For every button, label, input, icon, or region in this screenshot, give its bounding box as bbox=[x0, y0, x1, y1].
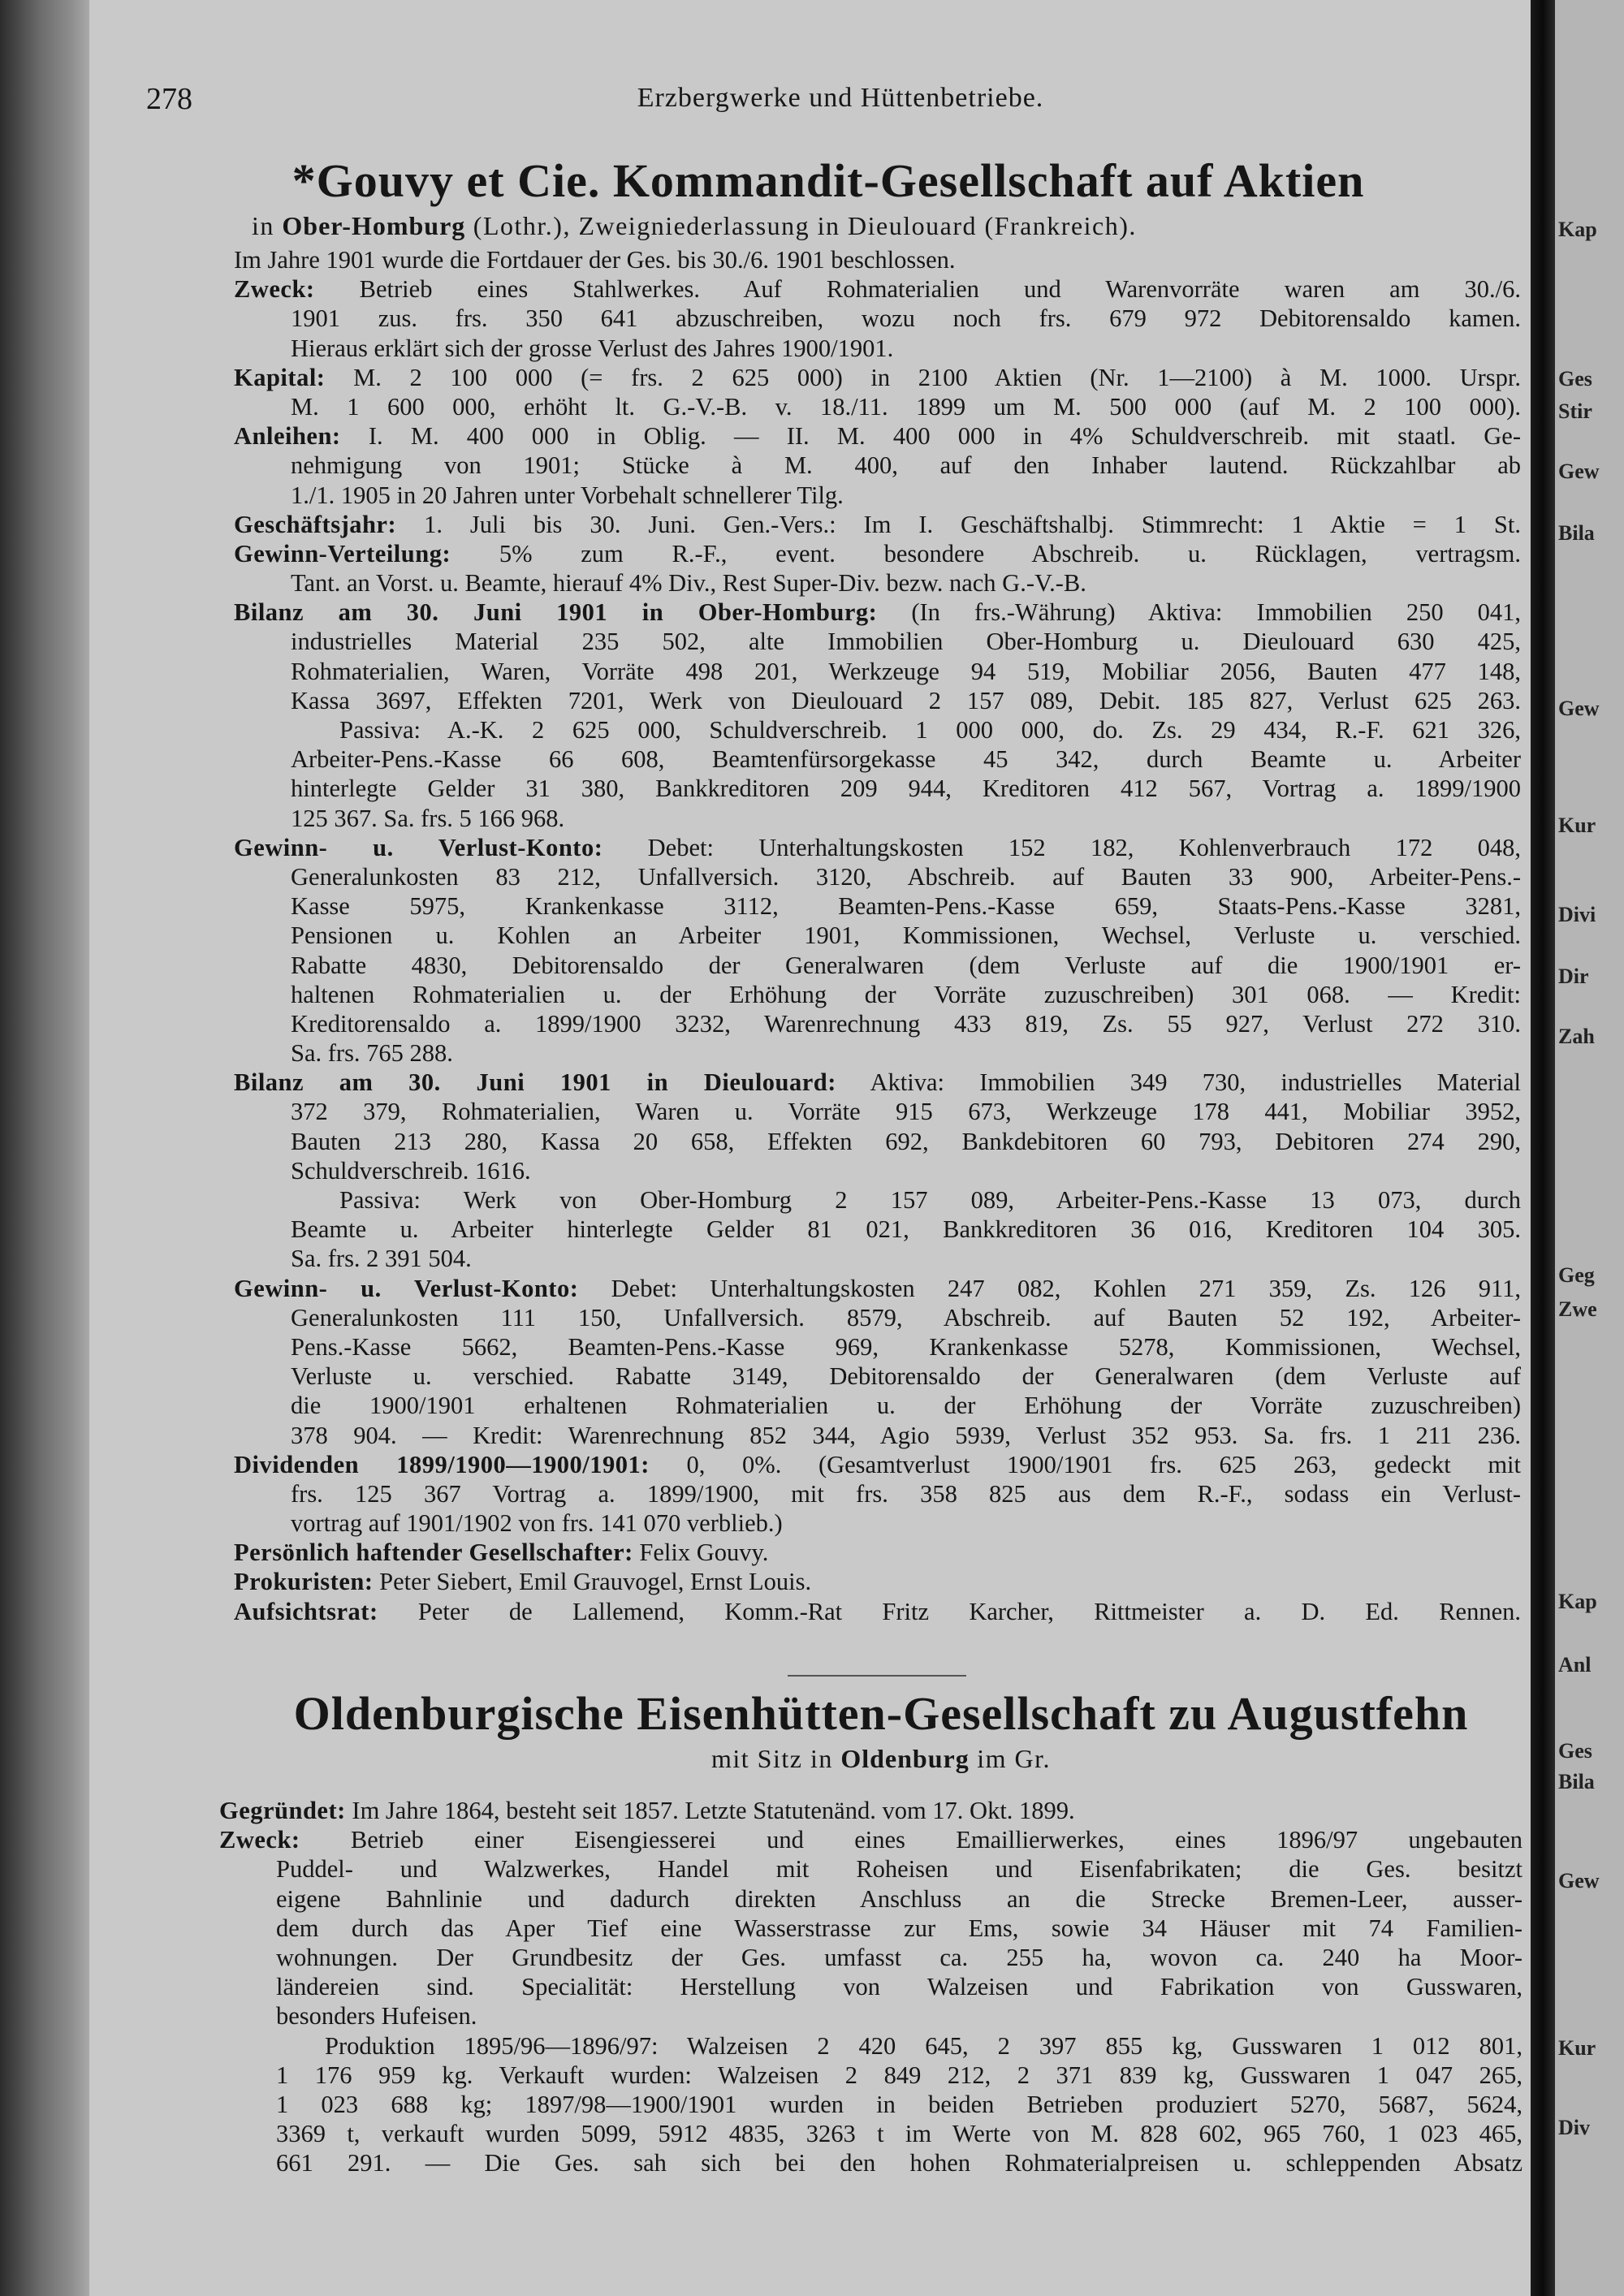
entry-text: Beamte u. Arbeiter hinterlegte Gelder 81 021, Bankkreditoren 36 016, Kreditoren 104 305. bbox=[291, 1215, 1521, 1244]
facing-page-edge bbox=[1555, 0, 1624, 2296]
text-line bbox=[234, 510, 1521, 539]
entry-text: Peter de Lallemend, Komm.-Rat Fritz Karcher, Rittmeister a. D. Ed. Rennen. bbox=[417, 1597, 1521, 1625]
text-line bbox=[219, 1972, 1522, 2001]
entry-text: industrielles Material 235 502, alte Immobilien Ober-Homburg u. Dieulouard 630 425, bbox=[291, 628, 1521, 656]
entry-text: Passiva: A.-K. 2 625 000, Schuldverschreib. 1 000 000, do. Zs. 29 434, R.-F. 621 326, bbox=[339, 716, 1521, 744]
entry-text: 1./1. 1905 in 20 Jahren unter Vorbehalt schnellerer Tilg. bbox=[291, 481, 844, 509]
entry-text: Pens.-Kasse 5662, Beamten-Pens.-Kasse 969, Krankenkasse 5278, Kommissionen, Wechsel, bbox=[291, 1332, 1521, 1361]
text-line bbox=[234, 1508, 1521, 1538]
company-city-2: Oldenburg bbox=[840, 1744, 970, 1773]
facing-page-fragment: Stir bbox=[1558, 399, 1592, 423]
text-line bbox=[234, 1038, 1521, 1068]
entry-text: Im Jahre 1901 wurde die Fortdauer der Ges. bis 30./6. 1901 beschlossen. bbox=[234, 246, 956, 274]
entry-text: wohnungen. Der Grundbesitz der Ges. umfasst ca. 255 ha, wovon ca. 240 ha Moor- bbox=[276, 1943, 1522, 1971]
text-line bbox=[234, 363, 1521, 392]
entry-text: 5% zum R.-F., event. besondere Abschreib. u. Rücklagen, vertragsm. bbox=[499, 539, 1521, 568]
text-line bbox=[234, 980, 1521, 1009]
entry-text: die 1900/1901 erhaltenen Rohmaterialien u. der Erhöhung der Vorräte zuzuschreiben) bbox=[291, 1392, 1521, 1420]
entry-text: 661 291. — Die Ges. sah sich bei den hohen Rohmaterialpreisen u. schleppenden Absatz bbox=[276, 2149, 1522, 2177]
text-line bbox=[234, 245, 1521, 274]
facing-page-fragment: Zwe bbox=[1558, 1297, 1597, 1321]
section-divider bbox=[788, 1675, 966, 1677]
entry-label: Zweck: bbox=[234, 275, 315, 304]
entry-text: Aktiva: Immobilien 349 730, industrielles Material bbox=[870, 1068, 1521, 1097]
entry-label: Aufsichtsrat: bbox=[234, 1597, 378, 1625]
entry-text: Puddel- und Walzwerkes, Handel mit Roheisen und Eisenfabrikaten; die Ges. besitzt bbox=[276, 1855, 1522, 1884]
entry-text: ländereien sind. Specialität: Herstellung von Walzeisen und Fabrikation von Gusswaren, bbox=[276, 1973, 1522, 2001]
text-line bbox=[234, 274, 1521, 304]
facing-page-fragment: Gew bbox=[1558, 1869, 1600, 1892]
facing-page-fragment: Gew bbox=[1558, 697, 1600, 720]
facing-page-fragment: Kap bbox=[1558, 1590, 1597, 1613]
entry-text: Bauten 213 280, Kassa 20 658, Effekten 692, Bankdebitoren 60 793, Debitoren 274 290, bbox=[291, 1127, 1521, 1155]
text-line bbox=[219, 2119, 1522, 2148]
entry-text: Arbeiter-Pens.-Kasse 66 608, Beamtenfürsorgekasse 45 342, durch Beamte u. Arbeiter bbox=[291, 745, 1521, 774]
text-line bbox=[234, 744, 1521, 774]
entry-text: Betrieb eines Stahlwerkes. Auf Rohmaterialien und Warenvorräte waren am 30./6. bbox=[359, 275, 1521, 304]
entry-text: Generalunkosten 83 212, Unfallversich. 3120, Abschreib. auf Bauten 33 900, Arbeiter-Pens.- bbox=[291, 862, 1521, 891]
entry-text: nehmigung von 1901; Stücke à M. 400, auf den Inhaber lautend. Rückzahlbar ab bbox=[291, 451, 1521, 480]
text-line bbox=[234, 951, 1521, 980]
entry-text: Kasse 5975, Krankenkasse 3112, Beamten-Pens.-Kasse 659, Staats-Pens.-Kasse 3281, bbox=[291, 892, 1521, 921]
entry-text: Generalunkosten 111 150, Unfallversich. 8579, Abschreib. auf Bauten 52 192, Arbeiter- bbox=[291, 1303, 1521, 1331]
entry-label: Geschäftsjahr: bbox=[234, 510, 397, 538]
text-line bbox=[234, 1068, 1521, 1097]
entry-text: Debet: Unterhaltungskosten 152 182, Kohlenverbrauch 172 048, bbox=[647, 833, 1521, 861]
text-line bbox=[234, 1215, 1521, 1244]
entry-text: Kreditorensaldo a. 1899/1900 3232, Warenrechnung 433 819, Zs. 55 927, Verlust 272 310. bbox=[291, 1009, 1521, 1038]
facing-page-fragment: Gew bbox=[1558, 460, 1600, 483]
entry-text: Betrieb einer Eisengiesserei und eines Emaillierwerkes, eines 1896/97 ungebauten bbox=[350, 1826, 1522, 1854]
text-line bbox=[234, 1303, 1521, 1332]
running-title: Erzbergwerke und Hüttenbetriebe. bbox=[637, 83, 1044, 113]
text-line bbox=[234, 1097, 1521, 1126]
facing-page-fragment: Bila bbox=[1558, 1770, 1595, 1793]
entry-text: M. 2 100 000 (= frs. 2 625 000) in 2100 Aktien (Nr. 1—2100) à M. 1000. Urspr. bbox=[353, 363, 1521, 391]
text-line bbox=[234, 1567, 1521, 1596]
entry-text: Debet: Unterhaltungskosten 247 082, Kohlen 271 359, Zs. 126 911, bbox=[611, 1274, 1521, 1302]
entry-text: Schuldverschreib. 1616. bbox=[291, 1156, 531, 1185]
entry-text: 1. Juli bis 30. Juni. Gen.-Vers.: Im I. Geschäftshalbj. Stimmrecht: 1 Aktie = 1 St. bbox=[424, 510, 1521, 538]
company-subtitle-2: mit Sitz in Oldenburg im Gr. bbox=[711, 1744, 1051, 1773]
text-line bbox=[234, 334, 1521, 363]
text-line bbox=[234, 598, 1521, 627]
entry-label: Prokuristen: bbox=[234, 1568, 374, 1596]
entry-text: eigene Bahnlinie und dadurch direkten Anschluss an die Strecke Bremen-Leer, ausser- bbox=[276, 1884, 1522, 1913]
entry-text: Im Jahre 1864, besteht seit 1857. Letzte Statutenänd. vom 17. Okt. 1899. bbox=[352, 1797, 1075, 1824]
text-line bbox=[219, 2001, 1522, 2031]
text-line bbox=[234, 392, 1521, 421]
text-line bbox=[234, 1156, 1521, 1185]
text-line bbox=[234, 1479, 1521, 1508]
entry-text: I. M. 400 000 in Oblig. — II. M. 400 000 in 4% Schuldverschreib. mit staatl. Ge- bbox=[368, 422, 1521, 451]
text-line bbox=[234, 1421, 1521, 1450]
entry-text: hinterlegte Gelder 31 380, Bankkreditoren 209 944, Kreditoren 412 567, Vortrag a. 1899/1900 bbox=[291, 775, 1521, 803]
text-line bbox=[234, 657, 1521, 686]
entry-text: Pensionen u. Kohlen an Arbeiter 1901, Kommissionen, Wechsel, Verluste u. verschied. bbox=[291, 921, 1521, 950]
entry-text: dem durch das Aper Tief eine Wasserstrasse zur Ems, sowie 34 Häuser mit 74 Familien- bbox=[276, 1914, 1522, 1942]
entry-text: 0, 0%. (Gesamtverlust 1900/1901 frs. 625 263, gedeckt mit bbox=[686, 1450, 1521, 1478]
company-subtitle: in Ober-Homburg (Lothr.), Zweigniederlassung in Dieulouard (Frankreich). bbox=[252, 211, 1137, 240]
text-line bbox=[234, 804, 1521, 833]
facing-page-fragment: Div bbox=[1558, 2116, 1590, 2139]
entry-label: Persönlich haftender Gesellschafter: bbox=[234, 1539, 633, 1567]
text-line bbox=[234, 715, 1521, 744]
entry-text: 372 379, Rohmaterialien, Waren u. Vorräte 915 673, Werkzeuge 178 441, Mobiliar 3952, bbox=[291, 1098, 1521, 1126]
entry-label: Zweck: bbox=[219, 1826, 300, 1854]
entry-text: 1901 zus. frs. 350 641 abzuschreiben, wozu noch frs. 679 972 Debitorensaldo kamen. bbox=[291, 304, 1521, 333]
entry-label: Bilanz am 30. Juni 1901 in Dieulouard: bbox=[234, 1068, 836, 1097]
page-number: 278 bbox=[146, 82, 192, 116]
facing-page-fragment: Zah bbox=[1558, 1025, 1595, 1048]
book-binding bbox=[0, 0, 89, 2296]
text-line bbox=[234, 833, 1521, 862]
company-title: *Gouvy et Cie. Kommandit-Gesellschaft auf Aktien bbox=[292, 154, 1365, 207]
facing-page-fragment: Divi bbox=[1558, 903, 1596, 926]
entry-text: Rabatte 4830, Debitorensaldo der Generalwaren (dem Verluste auf die 1900/1901 er- bbox=[291, 951, 1521, 979]
text-line bbox=[234, 1450, 1521, 1479]
text-line bbox=[219, 1825, 1522, 1854]
article-gouvy bbox=[134, 153, 1522, 242]
text-line bbox=[234, 1362, 1521, 1391]
entry-text: Felix Gouvy. bbox=[639, 1539, 769, 1567]
entry-text: vortrag auf 1901/1902 von frs. 141 070 verblieb.) bbox=[291, 1509, 783, 1538]
text-line bbox=[219, 1854, 1522, 1884]
company-city: Ober-Homburg bbox=[282, 211, 466, 240]
text-line bbox=[234, 421, 1521, 451]
entry-text: Sa. frs. 765 288. bbox=[291, 1039, 453, 1068]
text-line bbox=[234, 568, 1521, 598]
entry-text: Peter Siebert, Emil Grauvogel, Ernst Louis. bbox=[379, 1568, 812, 1596]
entry-label: Gewinn-Verteilung: bbox=[234, 539, 451, 568]
text-line bbox=[234, 304, 1521, 333]
entry-text: frs. 125 367 Vortrag a. 1899/1900, mit frs. 358 825 aus dem R.-F., sodass ein Verlust- bbox=[291, 1479, 1521, 1508]
text-line bbox=[219, 1796, 1522, 1825]
text-line bbox=[234, 451, 1521, 480]
facing-page-fragment: Kap bbox=[1558, 218, 1597, 241]
entry-text: haltenen Rohmaterialien u. der Erhöhung der Vorräte zuzuschreiben) 301 068. — Kredit: bbox=[291, 980, 1521, 1008]
entry-text: Passiva: Werk von Ober-Homburg 2 157 089, Arbeiter-Pens.-Kasse 13 073, durch bbox=[339, 1186, 1521, 1214]
text-line bbox=[234, 481, 1521, 510]
entry-label: Gegründet: bbox=[219, 1797, 346, 1824]
entry-text: Verluste u. verschied. Rabatte 3149, Debitorensaldo der Generalwaren (dem Verluste auf bbox=[291, 1362, 1521, 1391]
text-line bbox=[234, 921, 1521, 950]
facing-page-fragment: Ges bbox=[1558, 1739, 1592, 1763]
entry-text: Sa. frs. 2 391 504. bbox=[291, 1245, 472, 1273]
text-line bbox=[219, 2061, 1522, 2090]
text-line bbox=[234, 1332, 1521, 1362]
entry-label: Kapital: bbox=[234, 363, 326, 391]
entry-label: Bilanz am 30. Juni 1901 in Ober-Homburg: bbox=[234, 598, 878, 627]
text-line bbox=[234, 1597, 1521, 1626]
text-line bbox=[234, 862, 1521, 891]
facing-page-fragment: Dir bbox=[1558, 965, 1589, 988]
entry-text: (In frs.-Währung) Aktiva: Immobilien 250 041, bbox=[911, 598, 1521, 627]
entry-text: Produktion 1895/96—1896/97: Walzeisen 2 420 645, 2 397 855 kg, Gusswaren 1 012 801, bbox=[325, 2031, 1522, 2060]
entry-text: 1 176 959 kg. Verkauft wurden: Walzeisen 2 849 212, 2 371 839 kg, Gusswaren 1 047 265, bbox=[276, 2061, 1522, 2089]
entry-text: 3369 t, verkauft wurden 5099, 5912 4835, 3263 t im Werte von M. 828 602, 965 760, 1 023 465, bbox=[276, 2120, 1522, 2148]
entry-text: 125 367. Sa. frs. 5 166 968. bbox=[291, 804, 565, 832]
text-line bbox=[219, 2090, 1522, 2119]
facing-page-fragment: Kur bbox=[1558, 814, 1596, 837]
entry-text: 378 904. — Kredit: Warenrechnung 852 344, Agio 5939, Verlust 352 953. Sa. frs. 1 211 236. bbox=[291, 1421, 1521, 1449]
text-line bbox=[219, 2031, 1522, 2061]
text-line bbox=[234, 1244, 1521, 1273]
text-line bbox=[234, 891, 1521, 921]
entry-label: Anleihen: bbox=[234, 422, 341, 451]
entry-text: Tant. an Vorst. u. Beamte, hierauf 4% Div., Rest Super-Div. bezw. nach G.-V.-B. bbox=[291, 569, 1086, 598]
article-oldenburg bbox=[240, 1685, 1522, 1775]
text-line bbox=[234, 1009, 1521, 1038]
facing-page-fragment: Bila bbox=[1558, 521, 1595, 545]
text-line bbox=[234, 1538, 1521, 1567]
facing-page-fragment: Geg bbox=[1558, 1263, 1595, 1287]
entry-label: Gewinn- u. Verlust-Konto: bbox=[234, 1274, 579, 1302]
entry-text: 1 023 688 kg; 1897/98—1900/1901 wurden in beiden Betrieben produziert 5270, 5687, 5624, bbox=[276, 2090, 1522, 2118]
text-line bbox=[219, 2148, 1522, 2177]
entry-text: M. 1 600 000, erhöht lt. G.-V.-B. v. 18./11. 1899 um M. 500 000 (auf M. 2 100 000). bbox=[291, 392, 1521, 421]
entry-label: Dividenden 1899/1900—1900/1901: bbox=[234, 1450, 650, 1478]
entry-text: Kassa 3697, Effekten 7201, Werk von Dieulouard 2 157 089, Debit. 185 827, Verlust 625 263. bbox=[291, 686, 1521, 714]
text-line bbox=[219, 1914, 1522, 1943]
text-line bbox=[234, 539, 1521, 568]
text-line bbox=[234, 686, 1521, 715]
entry-text: Rohmaterialien, Waren, Vorräte 498 201, Werkzeuge 94 519, Mobiliar 2056, Bauten 477 148, bbox=[291, 657, 1521, 685]
entry-text: Hieraus erklärt sich der grosse Verlust des Jahres 1900/1901. bbox=[291, 334, 894, 362]
entry-text: besonders Hufeisen. bbox=[276, 2002, 477, 2031]
facing-page-fragment: Kur bbox=[1558, 2036, 1596, 2060]
facing-page-fragment: Anl bbox=[1558, 1653, 1592, 1677]
text-line bbox=[234, 1274, 1521, 1303]
text-line bbox=[234, 1185, 1521, 1215]
text-line bbox=[234, 627, 1521, 656]
page-gutter bbox=[1531, 0, 1555, 2296]
text-line bbox=[219, 1943, 1522, 1972]
running-head bbox=[146, 81, 1518, 122]
text-line bbox=[234, 774, 1521, 803]
company-title-2: Oldenburgische Eisenhütten-Gesellschaft zu Augustfehn bbox=[293, 1687, 1469, 1740]
facing-page-fragment: Ges bbox=[1558, 367, 1592, 391]
text-line bbox=[234, 1391, 1521, 1420]
article-oldenburg-body bbox=[219, 1796, 1522, 2177]
entry-label: Gewinn- u. Verlust-Konto: bbox=[234, 833, 603, 861]
text-line bbox=[219, 1884, 1522, 1914]
article-gouvy-body bbox=[234, 245, 1521, 1626]
text-line bbox=[234, 1127, 1521, 1156]
